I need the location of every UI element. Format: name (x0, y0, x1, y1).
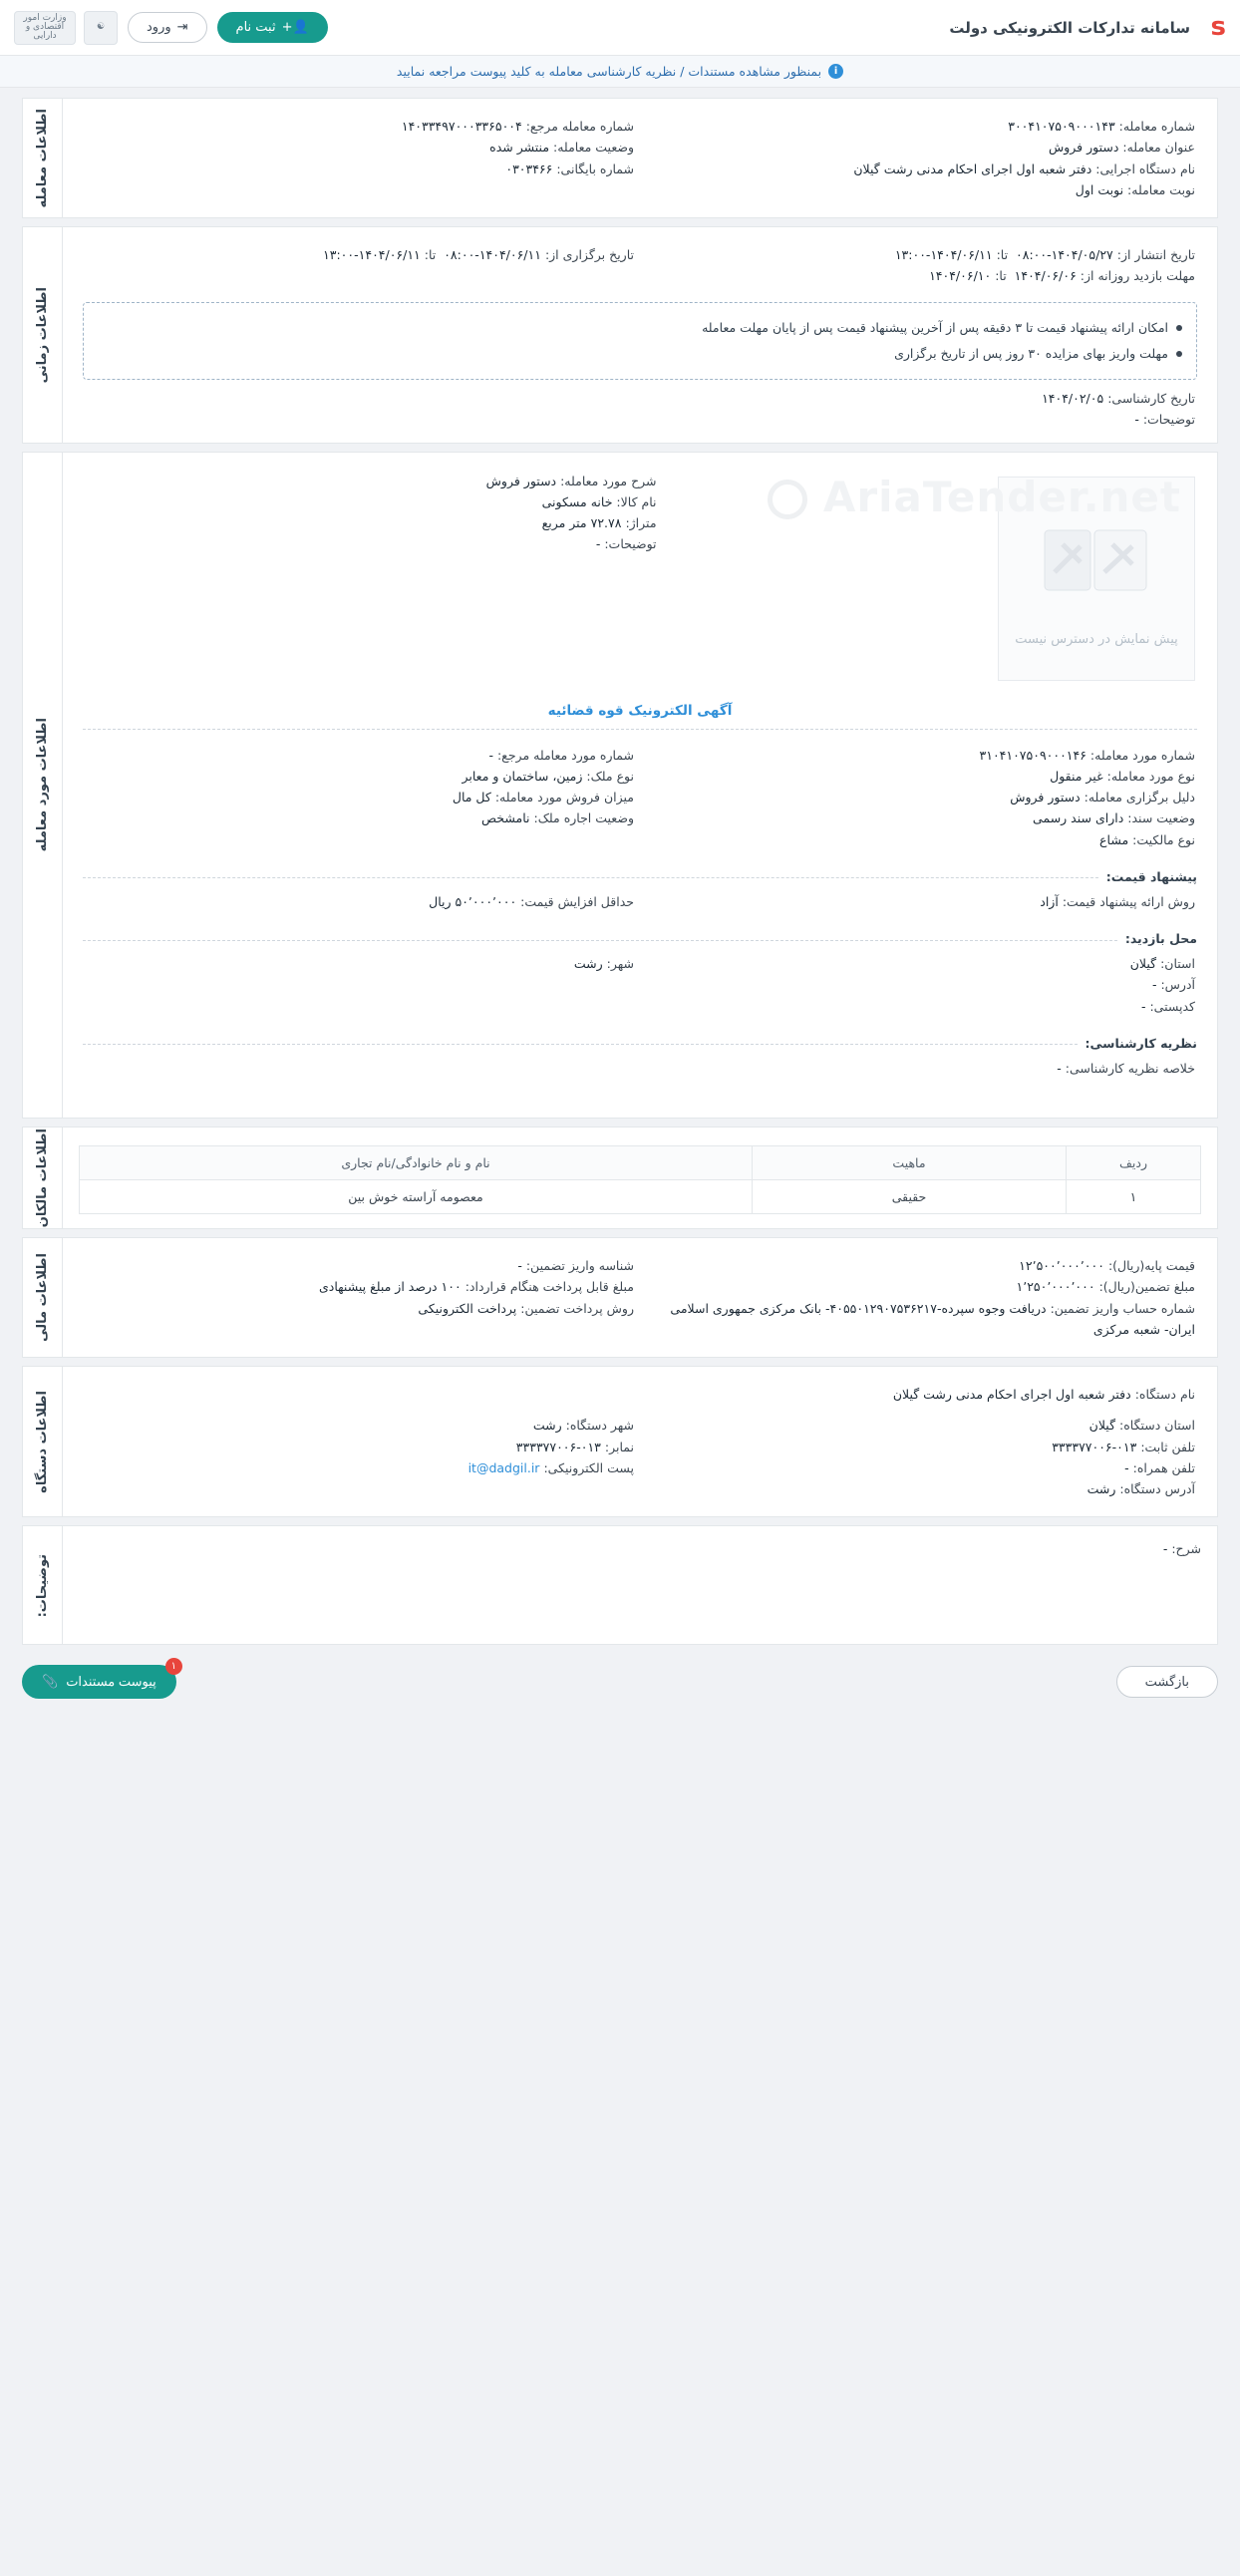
time-info-side-label (23, 227, 63, 443)
time-desc-label: توضیحات: (1142, 412, 1195, 428)
gavel-placeholder-icon (1037, 510, 1156, 618)
guarantee-account-row (646, 1298, 1195, 1341)
base-price-label: قیمت پایه(ریال): (1107, 1258, 1195, 1273)
owners-body (63, 1127, 1217, 1228)
deal-title-row (646, 137, 1195, 158)
organization-card (22, 1366, 1218, 1517)
property-type-value: زمین، ساختمان و معابر (462, 768, 583, 784)
ministry-emblem-icon (14, 11, 76, 45)
time-note-text: امکان ارائه پیشنهاد قیمت تا ۳ دقیقه پس از آخرین پیشنهاد قیمت پس از پایان مهلت معامله (702, 319, 1168, 335)
subject-goods-value: خانه مسکونی (541, 493, 613, 509)
guarantee-id-row (85, 1255, 634, 1276)
owner-index: ۱ (1067, 1180, 1201, 1214)
org-address-row (646, 1478, 1195, 1499)
property-type-row (85, 766, 634, 787)
attach-documents-label: پیوست مستندات (66, 1674, 156, 1690)
remarks-row (79, 1538, 1201, 1559)
time-desc-row (79, 409, 1201, 430)
expert-summary-value: - (1057, 1060, 1062, 1076)
org-phone-row (646, 1437, 1195, 1457)
iran-emblem-icon: ☯ (84, 11, 118, 45)
preview-caption: پیش نمایش در دسترس نیست (1015, 631, 1178, 647)
visit-province-value: گیلان (1129, 956, 1157, 971)
financial-side-label (23, 1238, 63, 1357)
owner-name: معصومه آراسته خوش بین (80, 1180, 753, 1214)
org-mobile-row (646, 1457, 1195, 1478)
reason-value: دستور فروش (1010, 790, 1081, 805)
guarantee-amount-row (646, 1276, 1195, 1297)
price-proposal-head-text: پیشنهاد قیمت: (1105, 868, 1197, 884)
page-content (0, 88, 1240, 1645)
expert-opinion-head (83, 1036, 1197, 1051)
bullet-dot-icon (1176, 325, 1182, 331)
hold-date-to: ۱۴۰۴/۰۶/۱۱-۱۳:۰۰ (323, 247, 421, 262)
login-label: ورود (147, 20, 171, 35)
deal-number-row (646, 116, 1195, 137)
price-proposal-head (83, 869, 1197, 884)
time-note-item (98, 315, 1182, 341)
org-fax-label: نمابر: (604, 1439, 634, 1454)
org-city-row (85, 1415, 634, 1436)
deal-status-label: وضعیت معامله: (553, 140, 634, 156)
time-info-card (22, 226, 1218, 444)
guarantee-id-label: شناسه واریز تضمین: (525, 1258, 634, 1273)
subject-goods-row (85, 491, 657, 512)
min-increment-value: ۵۰٬۰۰۰٬۰۰۰ ریال (429, 893, 517, 909)
base-price-row (646, 1255, 1195, 1276)
subject-note-value: - (595, 536, 601, 552)
owners-table-header-row (80, 1146, 1201, 1180)
remarks-side-label-text: توضیحات: (35, 1553, 50, 1617)
deal-info-card (22, 98, 1218, 218)
visit-deadline-to-label: تا: (995, 268, 1007, 284)
owners-col-nature: ماهیت (753, 1146, 1067, 1180)
owners-col-index: ردیف (1067, 1146, 1201, 1180)
payment-method-value: پرداخت الکترونیکی (418, 1300, 517, 1316)
base-price-value: ۱۲٬۵۰۰٬۰۰۰٬۰۰۰ (1019, 1258, 1104, 1273)
bullet-dot-icon (1176, 351, 1182, 357)
subject-note-label: توضیحات: (604, 536, 657, 552)
visit-deadline-label: مهلت بازدید روزانه از: (1080, 268, 1195, 284)
price-method-value: آزاد (1040, 893, 1059, 909)
owners-side-label (23, 1127, 63, 1228)
remarks-body (63, 1526, 1217, 1644)
judicial-section-title: آگهی الکترونیک قوه قضائیه (547, 702, 733, 719)
remarks-label: شرح: (1171, 1541, 1201, 1557)
deal-info-side-label-text: اطلاعات معامله (35, 108, 50, 208)
deal-status-row (85, 137, 634, 158)
org-email-value[interactable]: it@dadgil.ir (467, 1459, 540, 1475)
remarks-value: - (1162, 1541, 1168, 1557)
deal-turn-value: نوبت اول (1075, 181, 1124, 197)
visit-location-head (83, 931, 1197, 946)
publish-date-to-label: تا: (996, 247, 1009, 262)
remarks-side-label (23, 1526, 63, 1644)
org-city-label: شهر دستگاه: (565, 1418, 634, 1434)
attachment-count-badge: ۱ (165, 1658, 182, 1675)
divider (83, 1044, 1078, 1045)
publish-date-to: ۱۴۰۴/۰۶/۱۱-۱۳:۰۰ (894, 247, 993, 262)
divider (83, 729, 1197, 730)
ministry-emblem-label: وزارت امور اقتصادی و دارایی (23, 13, 67, 41)
divider (83, 940, 1117, 941)
min-increment-label: حداقل افزایش قیمت: (520, 893, 634, 909)
site-title: سامانه تدارکات الکترونیکی دولت (949, 18, 1190, 37)
organization-side-label (23, 1367, 63, 1516)
doc-status-value: دارای سند رسمی (1033, 810, 1124, 826)
contract-payment-value: ۱۰۰ درصد از مبلغ پیشنهادی (319, 1279, 462, 1295)
publish-date-from: ۱۴۰۴/۰۵/۲۷-۰۸:۰۰ (1016, 247, 1113, 262)
contract-payment-row (85, 1276, 634, 1297)
deal-archive-label: شماره بایگانی: (556, 161, 634, 176)
back-button[interactable]: بازگشت (1116, 1666, 1218, 1698)
payment-method-label: روش پرداخت تضمین: (520, 1300, 634, 1316)
org-province-row (646, 1415, 1195, 1436)
ownership-type-value: مشاع (1099, 831, 1129, 847)
payment-method-row (85, 1298, 634, 1319)
ownership-type-row (646, 829, 1195, 850)
deal-title-value: دستور فروش (1048, 140, 1119, 156)
subject-info-side-label (23, 453, 63, 1119)
org-address-label: آدرس دستگاه: (1119, 1481, 1195, 1496)
watermark-circle-icon (768, 480, 807, 519)
sale-share-value: کل مال (452, 790, 491, 805)
hold-date-from: ۱۴۰۴/۰۶/۱۱-۰۸:۰۰ (444, 247, 541, 262)
notice-text: بمنظور مشاهده مستندات / نظریه کارشناسی معامله به کلید پیوست مراجعه نمایید (396, 64, 822, 79)
subject-ref-number-value: - (488, 747, 493, 763)
ownership-type-label: نوع مالکیت: (1132, 831, 1195, 847)
hold-date-label: تاریخ برگزاری از: (544, 247, 634, 262)
guarantee-account-label: شماره حساب واریز تضمین: (1050, 1300, 1195, 1316)
subject-info-side-label-text: اطلاعات مورد معامله (35, 718, 50, 852)
owners-col-name: نام و نام خانوادگی/نام تجاری (80, 1146, 753, 1180)
guarantee-amount-label: مبلغ تضمین(ریال): (1098, 1279, 1195, 1295)
org-mobile-label: تلفن همراه: (1132, 1459, 1195, 1475)
login-arrow-icon: ⇥ (176, 20, 188, 35)
attach-documents-button[interactable] (22, 1661, 176, 1699)
deal-ref-number-row (85, 116, 634, 137)
top-bar-actions (14, 11, 328, 45)
org-email-row (85, 1457, 634, 1478)
subject-type-value: غیر منقول (1050, 768, 1103, 784)
visit-location-head-text: محل بازدید: (1124, 931, 1197, 946)
top-bar (0, 0, 1240, 56)
org-province-label: استان دستگاه: (1119, 1418, 1195, 1434)
visit-postal-value: - (1140, 998, 1146, 1014)
org-phone-value: ۰۱۳-۳۳۳۳۷۷۰۰۶ (1052, 1439, 1137, 1454)
deal-org-label: نام دستگاه اجرایی: (1095, 161, 1195, 176)
time-info-body (63, 227, 1217, 443)
subject-goods-label: نام کالا: (616, 493, 657, 509)
org-province-value: گیلان (1088, 1418, 1116, 1434)
notice-bar (0, 56, 1240, 88)
owner-nature: حقیقی (753, 1180, 1067, 1214)
setadiran-logo-icon: s (1210, 11, 1226, 42)
visit-postal-row (646, 996, 1195, 1017)
subject-number-label: شماره مورد معامله: (1089, 747, 1195, 763)
publish-date-label: تاریخ انتشار از: (1116, 247, 1195, 262)
subject-info-card (22, 452, 1218, 1120)
expert-opinion-head-text: نظریه کارشناسی: (1085, 1035, 1197, 1051)
divider (83, 877, 1098, 878)
subject-number-row (646, 745, 1195, 766)
reason-row (646, 787, 1195, 807)
subject-area-value: ۷۲.۷۸ متر مربع (541, 515, 622, 530)
price-method-label: روش ارائه پیشنهاد قیمت: (1062, 893, 1195, 909)
org-email-label: پست الکترونیکی: (543, 1459, 634, 1475)
subject-area-label: متراژ: (625, 515, 657, 530)
deal-org-value: دفتر شعبه اول اجرای احکام مدنی رشت گیلان (853, 161, 1092, 176)
info-icon: i (828, 64, 843, 79)
deal-info-side-label (23, 99, 63, 217)
rent-status-row (85, 807, 634, 828)
government-emblems (14, 11, 118, 45)
org-name-row (85, 1384, 1195, 1405)
signup-label: ثبت نام (235, 20, 276, 35)
login-button[interactable] (128, 12, 207, 43)
org-city-value: رشت (532, 1418, 562, 1434)
financial-body (63, 1238, 1217, 1357)
sale-share-label: میزان فروش مورد معامله: (494, 790, 634, 805)
subject-area-row (85, 512, 657, 533)
subject-top-fields (79, 465, 663, 687)
subject-desc-row (85, 471, 657, 491)
subject-type-label: نوع مورد معامله: (1106, 768, 1195, 784)
rent-status-label: وضعیت اجاره ملک: (533, 810, 634, 826)
visit-deadline-row (646, 265, 1195, 286)
time-desc-value: - (1134, 412, 1139, 428)
org-name-label: نام دستگاه: (1134, 1387, 1195, 1402)
guarantee-amount-value: ۱٬۲۵۰٬۰۰۰٬۰۰۰ (1016, 1279, 1095, 1295)
deal-ref-number-value: ۱۴۰۳۳۴۹۷۰۰۰۳۳۶۵۰۰۴ (401, 119, 522, 134)
visit-province-row (646, 953, 1195, 974)
visit-deadline-from: ۱۴۰۴/۰۶/۰۶ (1014, 268, 1077, 284)
doc-status-label: وضعیت سند: (1127, 810, 1195, 826)
visit-city-row (85, 953, 634, 974)
expert-date-row (79, 388, 1201, 409)
subject-type-row (646, 766, 1195, 787)
visit-address-row (646, 974, 1195, 995)
expert-summary-label: خلاصه نظریه کارشناسی: (1065, 1060, 1195, 1076)
visit-province-label: استان: (1160, 956, 1195, 971)
visit-city-value: رشت (573, 956, 603, 971)
deal-archive-value: ۰۳۰۳۴۶۶ (505, 161, 553, 176)
financial-card (22, 1237, 1218, 1358)
paperclip-icon: 📎 (42, 1674, 59, 1690)
guarantee-id-value: - (517, 1258, 522, 1273)
user-plus-icon: 👤+ (281, 20, 309, 35)
visit-city-label: شهر: (606, 956, 634, 971)
remarks-card (22, 1525, 1218, 1645)
deal-archive-row (85, 159, 634, 179)
org-name-value: دفتر شعبه اول اجرای احکام مدنی رشت گیلان (892, 1387, 1131, 1402)
owners-table (79, 1145, 1201, 1214)
visit-address-label: آدرس: (1160, 977, 1195, 993)
deal-number-label: شماره معامله: (1118, 119, 1195, 134)
owners-side-label-text: اطلاعات مالکان (35, 1127, 50, 1228)
time-note-item (98, 341, 1182, 367)
deal-number-value: ۳۰۰۴۱۰۷۵۰۹۰۰۰۱۴۳ (1008, 119, 1115, 134)
contract-payment-label: مبلغ قابل پرداخت هنگام قرارداد: (465, 1279, 634, 1295)
org-address-value: رشت (1086, 1481, 1116, 1496)
bottom-action-bar (0, 1653, 1240, 1721)
subject-info-body (63, 453, 1217, 1119)
deal-status-value: منتشر شده (489, 140, 550, 156)
watermark-text: AriaTender.net (822, 472, 1181, 521)
publish-date-row (646, 244, 1195, 265)
subject-note-row (85, 533, 657, 554)
price-method-row (646, 891, 1195, 912)
visit-postal-label: کدپستی: (1149, 998, 1195, 1014)
image-preview-placeholder (998, 477, 1195, 681)
deal-org-row (646, 159, 1195, 179)
deal-info-body (63, 99, 1217, 217)
subject-desc-label: شرح مورد معامله: (560, 473, 657, 488)
visit-deadline-to: ۱۴۰۴/۰۶/۱۰ (929, 268, 992, 284)
table-row (80, 1180, 1201, 1214)
org-fax-value: ۰۱۳-۳۳۳۳۷۷۰۰۶ (515, 1439, 601, 1454)
org-mobile-value: - (1124, 1459, 1129, 1475)
financial-side-label-text: اطلاعات مالی (35, 1253, 50, 1342)
min-increment-row (85, 891, 634, 912)
organization-body (63, 1367, 1217, 1516)
time-info-side-label-text: اطلاعات زمانی (35, 286, 50, 383)
expert-date-label: تاریخ کارشناسی: (1107, 391, 1195, 406)
expert-date-value: ۱۴۰۴/۰۲/۰۵ (1042, 391, 1104, 406)
time-note-text: مهلت واریز بهای مزایده ۳۰ روز پس از تاریخ برگزاری (894, 345, 1168, 361)
subject-ref-number-label: شماره مورد معامله مرجع: (496, 747, 634, 763)
owners-card (22, 1127, 1218, 1229)
rent-status-value: نامشخص (480, 810, 530, 826)
sale-share-row (85, 787, 634, 807)
time-notes-box (83, 302, 1197, 381)
subject-desc-value: دستور فروش (485, 473, 557, 488)
hold-date-to-label: تا: (424, 247, 437, 262)
preview-area (663, 465, 1201, 687)
expert-summary-row (646, 1058, 1195, 1079)
doc-status-row (646, 807, 1195, 828)
property-type-label: نوع ملک: (586, 768, 634, 784)
hold-date-row (85, 244, 634, 265)
org-phone-label: تلفن ثابت: (1140, 1439, 1195, 1454)
signup-button[interactable] (217, 12, 328, 43)
subject-ref-number-row (85, 745, 634, 766)
organization-side-label-text: اطلاعات دستگاه (35, 1390, 50, 1493)
subject-number-value: ۳۱۰۴۱۰۷۵۰۹۰۰۰۱۴۶ (979, 747, 1086, 763)
org-fax-row (85, 1437, 634, 1457)
visit-address-value: - (1151, 977, 1157, 993)
deal-ref-number-label: شماره معامله مرجع: (525, 119, 634, 134)
brand-area (949, 13, 1226, 43)
deal-turn-label: نوبت معامله: (1127, 181, 1195, 197)
deal-turn-row (646, 179, 1195, 200)
guarantee-account-value: دریافت وجوه سپرده-۴۰۵۵۰۱۲۹۰۷۵۳۶۲۱۷- بانک مرکزی جمهوری اسلامی ایران- شعبه مرکزی (670, 1300, 1195, 1337)
deal-title-label: عنوان معامله: (1122, 140, 1195, 156)
reason-label: دلیل برگزاری معامله: (1084, 790, 1195, 805)
